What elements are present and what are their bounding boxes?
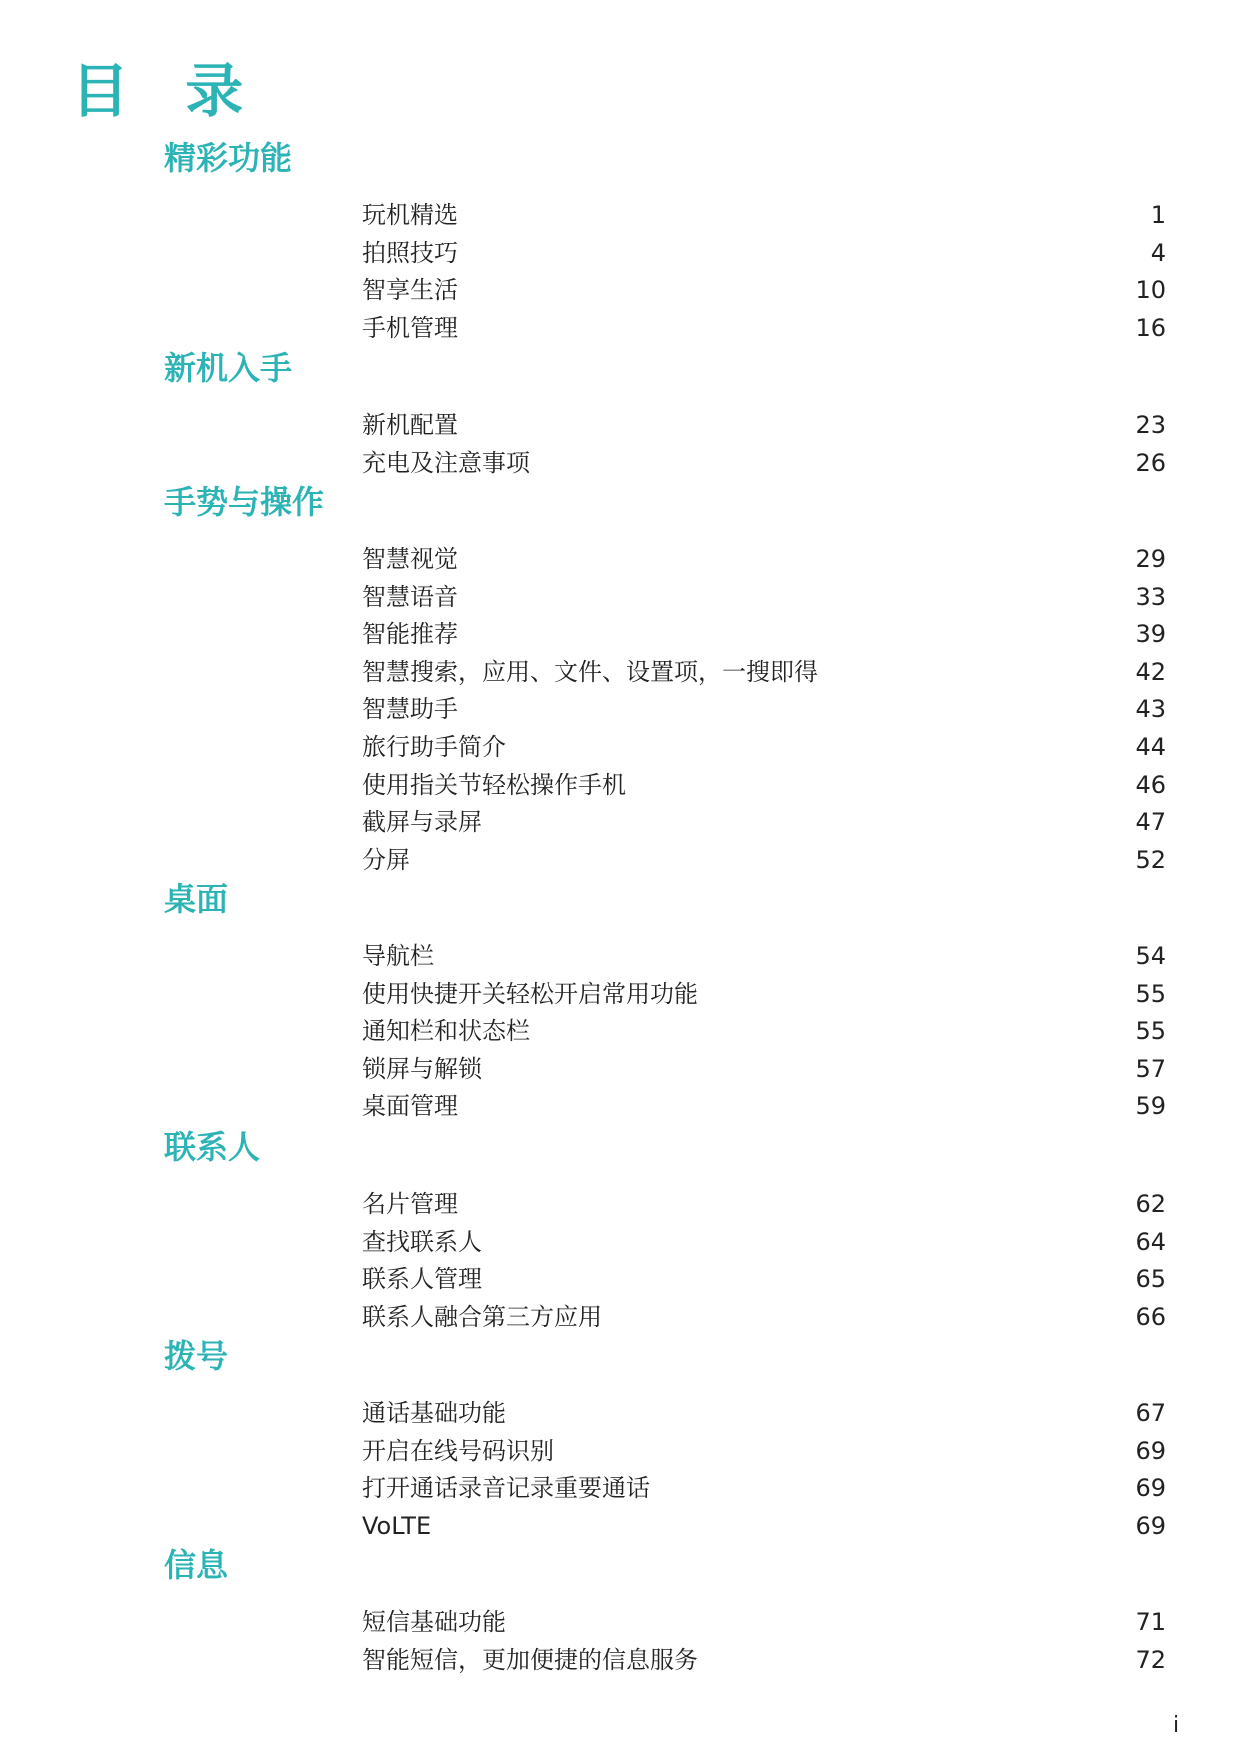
toc-entry-page-number: 66 — [1135, 1303, 1166, 1331]
toc-entry[interactable] — [362, 1604, 1166, 1640]
page-title: 目 录 — [71, 57, 262, 125]
toc-entry-page-number: 10 — [1135, 276, 1166, 304]
toc-entry-title: 智享生活 — [362, 276, 458, 304]
toc-entry-title: 使用指关节轻松操作手机 — [362, 771, 626, 799]
toc-entry-page-number: 55 — [1135, 1017, 1166, 1045]
page-number: i — [1173, 1713, 1180, 1738]
toc-entry-title: 分屏 — [362, 846, 410, 874]
toc-entry-title: 新机配置 — [362, 411, 458, 439]
toc-entry[interactable] — [362, 1470, 1166, 1506]
toc-entry-page-number: 71 — [1135, 1608, 1166, 1636]
toc-entry[interactable] — [362, 616, 1166, 652]
toc-entry-page-number: 43 — [1135, 695, 1166, 723]
toc-entry[interactable] — [362, 842, 1166, 878]
toc-entry[interactable] — [362, 541, 1166, 577]
toc-entry-page-number: 72 — [1135, 1646, 1166, 1674]
toc-entry[interactable] — [362, 310, 1166, 346]
toc-entry-page-number: 59 — [1135, 1092, 1166, 1120]
toc-entry[interactable] — [362, 272, 1166, 308]
toc-entry-title: 通话基础功能 — [362, 1399, 506, 1427]
toc-entry-page-number: 39 — [1135, 620, 1166, 648]
toc-entry-page-number: 23 — [1135, 411, 1166, 439]
toc-entry[interactable] — [362, 235, 1166, 271]
toc-entry-page-number: 47 — [1135, 808, 1166, 836]
toc-entry[interactable] — [362, 1224, 1166, 1260]
section-heading: 桌面 — [164, 880, 229, 918]
toc-entry-title: 导航栏 — [362, 942, 434, 970]
toc-entry[interactable] — [362, 654, 1166, 690]
toc-entry[interactable] — [362, 197, 1166, 233]
toc-entry-title: 查找联系人 — [362, 1228, 482, 1256]
toc-entry-page-number: 33 — [1135, 583, 1166, 611]
toc-entry-page-number: 57 — [1135, 1055, 1166, 1083]
toc-entry-page-number: 42 — [1135, 658, 1166, 686]
toc-entry-page-number: 1 — [1150, 201, 1166, 229]
toc-entry-page-number: 69 — [1135, 1437, 1166, 1465]
toc-entry-page-number: 26 — [1135, 449, 1166, 477]
section-heading: 拨号 — [164, 1337, 229, 1375]
toc-entry[interactable] — [362, 1395, 1166, 1431]
toc-entry[interactable] — [362, 691, 1166, 727]
toc-entry-page-number: 69 — [1135, 1474, 1166, 1502]
toc-entry-title: 锁屏与解锁 — [362, 1055, 482, 1083]
toc-entry[interactable] — [362, 1261, 1166, 1297]
toc-entry[interactable] — [362, 729, 1166, 765]
section-heading: 新机入手 — [164, 349, 293, 387]
toc-entry-title: 开启在线号码识别 — [362, 1437, 554, 1465]
toc-entry-title: 充电及注意事项 — [362, 449, 530, 477]
section-heading: 手势与操作 — [164, 483, 325, 521]
toc-entry-title: 打开通话录音记录重要通话 — [362, 1474, 650, 1502]
toc-entry[interactable] — [362, 1299, 1166, 1335]
toc-entry-title: 使用快捷开关轻松开启常用功能 — [362, 980, 698, 1008]
toc-entry-page-number: 29 — [1135, 545, 1166, 573]
toc-entry-title: VoLTE — [362, 1512, 432, 1540]
toc-entry-title: 智能短信，更加便捷的信息服务 — [362, 1646, 698, 1674]
toc-entry[interactable] — [362, 407, 1166, 443]
toc-entry-title: 拍照技巧 — [362, 239, 458, 267]
toc-entry[interactable] — [362, 1088, 1166, 1124]
toc-entry[interactable] — [362, 1013, 1166, 1049]
toc-entry-page-number: 64 — [1135, 1228, 1166, 1256]
toc-entry-page-number: 54 — [1135, 942, 1166, 970]
section-heading: 精彩功能 — [164, 139, 293, 177]
toc-entry-page-number: 62 — [1135, 1190, 1166, 1218]
toc-entry-title: 名片管理 — [362, 1190, 458, 1218]
toc-entry-title: 桌面管理 — [362, 1092, 458, 1120]
toc-entry-title: 智慧助手 — [362, 695, 458, 723]
toc-entry-page-number: 65 — [1135, 1265, 1166, 1293]
toc-entry[interactable] — [362, 1433, 1166, 1469]
toc-entry[interactable] — [362, 445, 1166, 481]
toc-entry-page-number: 44 — [1135, 733, 1166, 761]
toc-entry-title: 通知栏和状态栏 — [362, 1017, 530, 1045]
toc-entry[interactable] — [362, 767, 1166, 803]
toc-entry-title: 智慧语音 — [362, 583, 458, 611]
toc-entry-title: 智能推荐 — [362, 620, 458, 648]
toc-entry-title: 联系人融合第三方应用 — [362, 1303, 602, 1331]
toc-entry-title: 短信基础功能 — [362, 1608, 506, 1636]
toc-entry[interactable] — [362, 1051, 1166, 1087]
toc-entry[interactable] — [362, 579, 1166, 615]
section-heading: 信息 — [164, 1546, 229, 1584]
toc-entry-page-number: 52 — [1135, 846, 1166, 874]
toc-entry-title: 智慧搜索，应用、文件、设置项，一搜即得 — [362, 658, 818, 686]
toc-entry[interactable] — [362, 1186, 1166, 1222]
toc-entry-title: 旅行助手简介 — [362, 733, 506, 761]
toc-entry[interactable] — [362, 976, 1166, 1012]
toc-entry[interactable] — [362, 804, 1166, 840]
toc-entry-title: 截屏与录屏 — [362, 808, 482, 836]
toc-entry[interactable] — [362, 1642, 1166, 1678]
toc-entry-page-number: 69 — [1135, 1512, 1166, 1540]
section-heading: 联系人 — [164, 1128, 261, 1166]
toc-entry[interactable] — [362, 1508, 1166, 1544]
toc-entry-title: 联系人管理 — [362, 1265, 482, 1293]
toc-entry-title: 智慧视觉 — [362, 545, 458, 573]
toc-entry-title: 手机管理 — [362, 314, 458, 342]
toc-entry-title: 玩机精选 — [362, 201, 458, 229]
toc-entry-page-number: 55 — [1135, 980, 1166, 1008]
toc-entry-page-number: 46 — [1135, 771, 1166, 799]
toc-entry-page-number: 16 — [1135, 314, 1166, 342]
toc-entry-page-number: 4 — [1150, 239, 1166, 267]
toc-entry[interactable] — [362, 938, 1166, 974]
toc-entry-page-number: 67 — [1135, 1399, 1166, 1427]
